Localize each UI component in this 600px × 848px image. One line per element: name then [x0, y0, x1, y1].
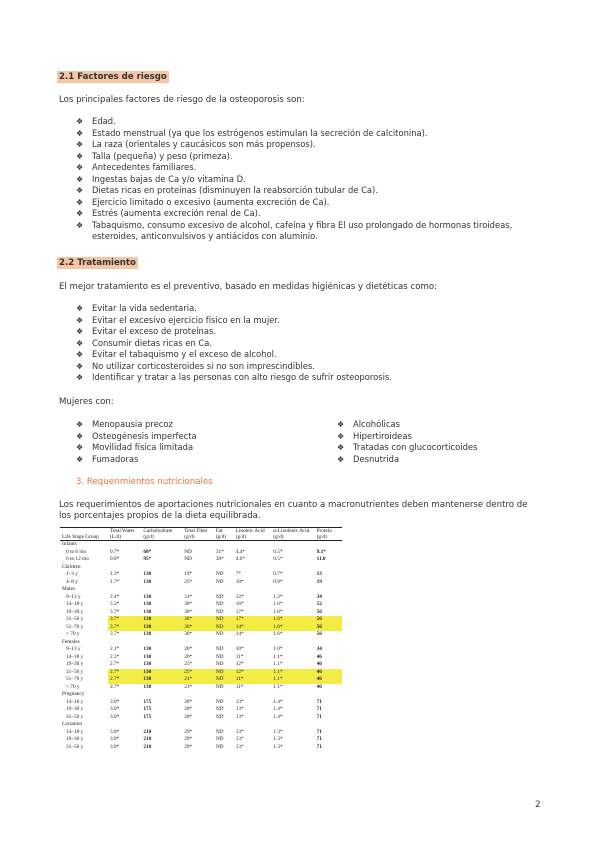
list-item: ❖ La raza (orientales y caucásicos son más propensos).: [76, 139, 526, 151]
list-item: ❖ Dietas ricas en proteínas (disminuyen la reabsorción tubular de Ca).: [76, 185, 526, 197]
table-row: [60, 586, 342, 594]
table-cell: ND: [215, 743, 224, 750]
table-row: [60, 699, 342, 707]
table-cell: 31–50 y: [66, 743, 84, 750]
table-row: [60, 541, 342, 549]
table-cell: 1.3*: [273, 743, 283, 750]
table-cell: 11.0: [316, 556, 326, 562]
table-cell: ND: [215, 571, 224, 577]
table-cell: 3.8*: [110, 736, 120, 742]
table-header-row: [60, 528, 342, 541]
table-cell: 2.7*: [108, 669, 141, 677]
table-row: [60, 556, 342, 564]
table-header-cell: Carbohydrate (g/d): [143, 528, 173, 540]
table-cell: 1.6*: [273, 608, 283, 615]
table-cell: 14*: [235, 631, 244, 637]
table-header-cell: Life Stage Group: [62, 534, 99, 540]
table-cell: 1.2*: [273, 593, 283, 600]
table-cell: 46: [316, 653, 322, 660]
list-item: ❖ Evitar el exceso de proteínas.: [76, 326, 526, 338]
table-cell: 175: [143, 698, 152, 705]
table-cell: ND: [215, 593, 224, 600]
table-cell: 14–18 y: [66, 698, 84, 705]
table-row: [60, 594, 342, 602]
table-row: [60, 721, 342, 729]
table-row: [60, 706, 342, 714]
treatment-intro: El mejor tratamiento es el preventivo, basado en medidas higiénicas y dietéticas como:: [59, 282, 438, 292]
table-cell: 130: [141, 676, 182, 684]
table-cell: 51–70 y: [66, 676, 84, 682]
table-cell: 130: [143, 608, 152, 615]
table-cell: 4–8 y: [66, 578, 78, 585]
list-item: ❖ Movilidad física limitada: [76, 442, 306, 454]
table-cell: 14–18 y: [66, 653, 84, 660]
table-cell: 28*: [184, 713, 193, 720]
table-cell: 13*: [235, 698, 244, 705]
table-cell: 1.4*: [273, 698, 283, 705]
table-cell: 29*: [184, 728, 193, 735]
table-cell: ND: [214, 669, 234, 677]
table-header-cell: Total Water (L/d): [110, 528, 135, 540]
table-cell: 26*: [184, 646, 193, 652]
table-cell: 0.5*: [273, 556, 283, 562]
table-cell: 2.4*: [110, 593, 120, 600]
table-row: [60, 579, 342, 587]
table-cell: 30*: [182, 624, 214, 632]
table-cell: 210: [143, 728, 152, 735]
table-cell: 19: [316, 578, 322, 585]
table-cell: 9–13 y: [66, 593, 81, 600]
table-cell: 0.5*: [273, 548, 283, 555]
list-item: ❖ Fumadoras: [76, 454, 306, 466]
table-row: [60, 624, 342, 632]
table-cell: 28*: [184, 706, 193, 712]
table-row: [60, 744, 342, 752]
table-cell: 0.7*: [273, 571, 283, 577]
table-cell: 38*: [182, 616, 214, 624]
table-group-label: Infants: [62, 541, 77, 547]
table-cell: 19–30 y: [66, 736, 84, 742]
table-cell: > 70 y: [66, 683, 80, 690]
table-cell: 71: [316, 743, 322, 750]
list-item: ❖ Evitar el tabaquismo y el exceso de alcohol.: [76, 349, 526, 361]
table-cell: 1.4*: [273, 706, 283, 712]
table-cell: 0.9*: [273, 578, 283, 585]
table-cell: 11*: [234, 676, 272, 684]
table-cell: 71: [316, 698, 322, 705]
list-item: ❖ Desnutrida: [337, 454, 537, 466]
women-intro: Mujeres con:: [59, 397, 114, 407]
table-cell: 71: [316, 706, 322, 712]
table-cell: 31–50 y: [66, 616, 84, 622]
table-row: [60, 564, 342, 572]
table-group-label: Males: [62, 586, 75, 592]
table-row: [60, 676, 342, 684]
table-cell: 2.7*: [108, 676, 141, 684]
table-cell: 14–18 y: [66, 728, 84, 735]
table-cell: 46: [316, 661, 322, 667]
table-cell: 60*: [143, 548, 152, 555]
table-row: [60, 714, 342, 722]
nutrition-table: [60, 527, 342, 751]
table-cell: 46: [316, 683, 322, 690]
table-cell: 1.3*: [273, 736, 283, 742]
table-cell: 19–30 y: [66, 706, 84, 712]
list-item: ❖ Talla (pequeña) y peso (primeza).: [76, 151, 526, 163]
table-cell: ND: [214, 676, 234, 684]
table-cell: 38*: [184, 601, 193, 607]
table-row: [60, 684, 342, 692]
table-cell: 56: [315, 616, 342, 624]
table-cell: 130: [143, 683, 152, 690]
table-cell: 12*: [235, 661, 244, 667]
table-cell: 1.3*: [110, 571, 120, 577]
table-cell: 25*: [184, 578, 193, 585]
table-cell: 0 to 6 mo: [66, 548, 87, 555]
table-row: [60, 691, 342, 699]
table-cell: ND: [215, 608, 224, 615]
table-cell: ND: [184, 548, 192, 555]
table-cell: 16*: [235, 601, 244, 607]
table-cell: > 70 y: [66, 631, 80, 637]
list-item: ❖ Evitar el excesivo ejercicio físico en la mujer.: [76, 315, 526, 327]
table-cell: 6 to 12 mo: [66, 556, 89, 562]
table-cell: 210: [143, 736, 152, 742]
table-cell: ND: [215, 646, 224, 652]
table-cell: 12*: [234, 669, 272, 677]
list-item: ❖ Edad.: [76, 116, 526, 128]
table-cell: 12*: [235, 593, 244, 600]
list-item: ❖ Consumir dietas ricas en Ca.: [76, 338, 526, 350]
table-cell: 0.7*: [110, 548, 120, 555]
table-cell: 46: [315, 676, 342, 684]
table-cell: 130: [143, 571, 152, 577]
table-cell: 2.7*: [110, 661, 120, 667]
risk-factors-list: [76, 116, 526, 243]
table-cell: 1.3*: [273, 728, 283, 735]
table-cell: 3.0*: [110, 706, 120, 712]
table-cell: 130: [143, 646, 152, 652]
table-cell: 25*: [184, 661, 193, 667]
table-cell: 30*: [215, 556, 224, 562]
treatment-list: [76, 303, 526, 384]
table-cell: 4.6*: [235, 556, 245, 562]
table-cell: 10*: [235, 646, 244, 652]
table-cell: 175: [143, 713, 152, 720]
table-cell: 29*: [184, 736, 193, 742]
list-item: ❖ Estado menstrual (ya que los estrógenos estimulan la secreción de calcitonina).: [76, 128, 526, 140]
table-cell: 13*: [235, 743, 244, 750]
table-header-cell: Protein (g/d): [316, 528, 332, 540]
table-cell: 31*: [215, 548, 224, 555]
section-heading-treatment: 2.2 Tratamiento: [59, 258, 136, 268]
table-header-cell: α-Linolenic Acid (g/d): [273, 528, 310, 540]
table-row: [60, 669, 342, 677]
table-row: [60, 646, 342, 654]
table-cell: 1.1*: [271, 669, 314, 677]
table-group-label: Lactation: [62, 721, 83, 727]
table-cell: 130: [143, 578, 152, 585]
table-cell: 56: [315, 624, 342, 632]
women-list-left: [76, 419, 306, 465]
table-row: [60, 729, 342, 737]
table-cell: 52: [316, 601, 322, 607]
table-cell: 1–3 y: [66, 571, 78, 577]
table-cell: 2.3*: [110, 653, 120, 660]
table-cell: ND: [215, 653, 224, 660]
section-heading-risk-factors: 2.1 Factores de riesgo: [59, 72, 167, 82]
table-cell: 19–30 y: [66, 608, 84, 615]
list-item: ❖ No utilizar corticosteroides si no son imprescindibles.: [76, 361, 526, 373]
table-cell: 26*: [184, 653, 193, 660]
table-row: [60, 736, 342, 744]
table-cell: 13*: [235, 736, 244, 742]
table-cell: 130: [143, 601, 152, 607]
table-cell: 1.6*: [271, 616, 314, 624]
list-item: ❖ Evitar la vida sedentaria.: [76, 303, 526, 315]
table-cell: 95*: [143, 556, 152, 562]
table-cell: 130: [143, 653, 152, 660]
table-row: [60, 631, 342, 639]
table-cell: 21*: [182, 676, 214, 684]
table-cell: 71: [316, 728, 322, 735]
table-cell: 17*: [235, 608, 244, 615]
table-cell: 1.6*: [271, 624, 314, 632]
list-item: ❖ Identificar y tratar a las personas con alto riesgo de sufrir osteoporosis.: [76, 372, 526, 384]
table-cell: 2.1*: [110, 646, 120, 652]
table-cell: 56: [316, 608, 322, 615]
table-header-cell: Fat (g/d): [215, 528, 227, 540]
table-cell: 7*: [235, 571, 241, 577]
table-cell: 9.1*: [316, 548, 326, 555]
table-cell: 130: [143, 631, 152, 637]
list-item: ❖ Alcohólicas: [337, 419, 537, 431]
table-cell: 25*: [182, 669, 214, 677]
table-cell: 1.7*: [110, 578, 120, 585]
table-cell: 1.1*: [273, 653, 283, 660]
table-cell: 130: [141, 624, 182, 632]
table-cell: 0.8*: [110, 556, 120, 562]
table-row: [60, 571, 342, 579]
table-cell: 13*: [235, 706, 244, 712]
table-row: [60, 549, 342, 557]
list-item: ❖ Tabaquismo, consumo excesivo de alcohol, cafeína y fibra El uso prolongado de hormonas tiroideas, esteroides, anticonvulsivos y antiácidos con aluminio.: [76, 220, 526, 243]
table-cell: 28*: [184, 698, 193, 705]
table-cell: 4.4*: [235, 548, 245, 555]
table-row: [60, 616, 342, 624]
table-cell: 14*: [234, 624, 272, 632]
section-heading-nutritional-requirements: 3. Requerimientos nutricionales: [76, 477, 213, 487]
table-cell: 11*: [235, 683, 244, 690]
table-cell: 71: [316, 713, 322, 720]
table-cell: ND: [215, 601, 224, 607]
table-cell: ND: [214, 624, 234, 632]
list-item: ❖ Ejercicio limitado o excesivo (aumenta excreción de Ca).: [76, 197, 526, 209]
table-row: [60, 661, 342, 669]
list-item: ❖ Menopausia precoz: [76, 419, 306, 431]
table-cell: 10*: [235, 578, 244, 585]
list-item: ❖ Hipertiroideas: [337, 431, 537, 443]
table-cell: 14–18 y: [66, 601, 84, 607]
table-cell: 1.4*: [273, 713, 283, 720]
table-row: [60, 601, 342, 609]
table-group-label: Females: [62, 638, 80, 645]
table-cell: ND: [215, 713, 224, 720]
table-cell: 210: [143, 743, 152, 750]
table-cell: ND: [215, 683, 224, 690]
table-cell: 130: [143, 593, 152, 600]
table-cell: 38*: [184, 608, 193, 615]
table-cell: 1.1*: [271, 676, 314, 684]
table-cell: 21*: [184, 683, 193, 690]
table-body: [60, 541, 342, 752]
table-cell: ND: [215, 736, 224, 742]
list-item: ❖ Ingestas bajas de Ca y/o vitamina D.: [76, 174, 526, 186]
table-cell: 1.1*: [273, 683, 283, 690]
table-group-label: Children: [62, 563, 81, 570]
table-header-cell: Linoleic Acid (g/d): [235, 528, 265, 540]
list-item: ❖ Estrés (aumenta excreción renal de Ca).: [76, 208, 526, 220]
table-cell: 1.6*: [273, 601, 283, 607]
table-cell: 46: [315, 669, 342, 677]
table-cell: 130: [143, 661, 152, 667]
table-cell: 19*: [184, 571, 193, 577]
table-cell: 2.7*: [110, 683, 120, 690]
table-cell: 31*: [184, 593, 193, 600]
table-cell: 31–50 y: [66, 668, 84, 675]
table-header-cell: Total Fiber (g/d): [184, 528, 208, 540]
table-cell: 17*: [234, 616, 272, 624]
table-cell: 3.7*: [108, 624, 141, 632]
table-cell: ND: [215, 661, 224, 667]
table-cell: 3.7*: [110, 631, 120, 637]
list-item: ❖ Tratadas con glucocorticoides: [337, 442, 537, 454]
table-cell: 175: [143, 706, 152, 712]
table-row: [60, 654, 342, 662]
table-cell: ND: [215, 706, 224, 712]
table-cell: 34: [316, 593, 322, 600]
women-list-right: [337, 419, 537, 465]
table-cell: 11*: [235, 653, 244, 660]
table-cell: ND: [215, 631, 224, 637]
list-item: ❖ Osteogénesis imperfecta: [76, 431, 306, 443]
page-number: 2: [535, 800, 541, 810]
table-cell: 130: [141, 669, 182, 677]
table-cell: 31–50 y: [66, 713, 84, 720]
table-cell: 3.7*: [110, 608, 120, 615]
table-cell: 1.6*: [273, 631, 283, 637]
table-cell: ND: [215, 578, 224, 585]
risk-factors-intro: Los principales factores de riesgo de la osteoporosis son:: [59, 95, 305, 105]
table-row: [60, 609, 342, 617]
table-cell: 30*: [184, 631, 193, 637]
table-cell: ND: [215, 728, 224, 735]
table-cell: ND: [184, 556, 192, 562]
nutritional-intro: Los requerimientos de aportaciones nutricionales en cuanto a macronutrientes deben mantenerse dentro de los porcentajes propios de la dieta equilibrada.: [59, 500, 528, 521]
table-cell: 56: [316, 631, 322, 637]
table-cell: 3.8*: [110, 728, 120, 735]
table-cell: 13*: [235, 713, 244, 720]
list-item: ❖ Antecedentes familiares.: [76, 162, 526, 174]
table-cell: 3.7*: [108, 616, 141, 624]
table-cell: 3.8*: [110, 743, 120, 750]
table-cell: ND: [214, 616, 234, 624]
table-cell: 13*: [235, 728, 244, 735]
table-row: [60, 639, 342, 647]
table-cell: 3.0*: [110, 713, 120, 720]
table-cell: 51–70 y: [66, 623, 84, 630]
table-group-label: Pregnancy: [62, 691, 85, 697]
table-cell: 9–13 y: [66, 646, 81, 652]
table-cell: 1.0*: [273, 646, 283, 652]
table-cell: 3.3*: [110, 601, 120, 607]
table-cell: 1.1*: [273, 661, 283, 667]
table-cell: 19–30 y: [66, 661, 84, 667]
table-cell: 34: [316, 646, 322, 652]
table-cell: ND: [215, 698, 224, 705]
table-cell: 29*: [184, 743, 193, 750]
table-cell: 13: [316, 571, 322, 577]
table-cell: 71: [316, 736, 322, 742]
table-cell: 3.0*: [110, 698, 120, 705]
table-cell: 130: [141, 616, 182, 624]
